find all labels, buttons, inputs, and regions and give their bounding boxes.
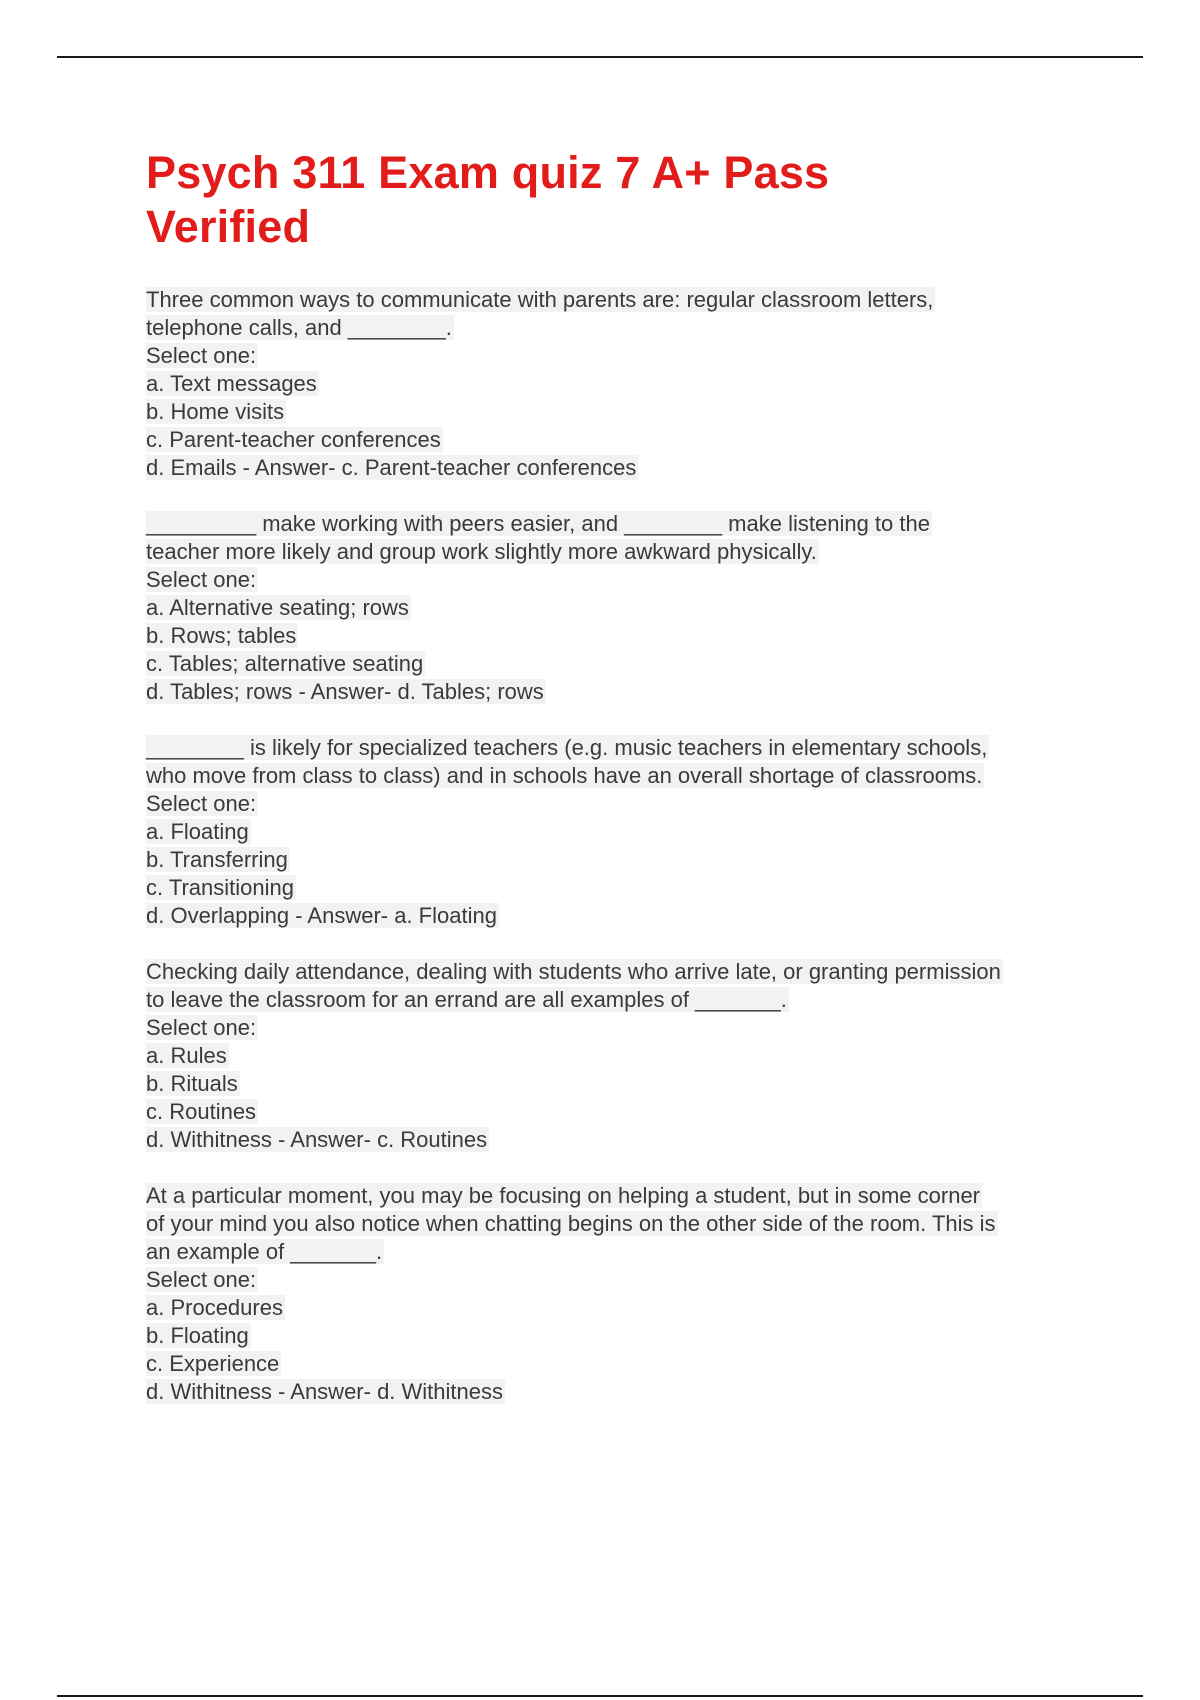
answer-option: d. Withitness - Answer- d. Withitness (146, 1379, 503, 1404)
question-stem-line: of your mind you also notice when chatting begins on the other side of the room. This is (146, 1211, 996, 1236)
top-rule (57, 56, 1143, 58)
question-stem-line: teacher more likely and group work slightly more awkward physically. (146, 539, 817, 564)
bottom-rule (57, 1695, 1143, 1697)
answer-option: b. Floating (146, 1323, 249, 1348)
question-stem-line: Checking daily attendance, dealing with students who arrive late, or granting permission (146, 959, 1001, 984)
question-stem-line: Three common ways to communicate with parents are: regular classroom letters, (146, 287, 934, 312)
document-title: Psych 311 Exam quiz 7 A+ Pass Verified (146, 147, 830, 252)
select-one-prompt: Select one: (146, 567, 257, 592)
answer-option: c. Parent-teacher conferences (146, 427, 441, 452)
question-stem-line: to leave the classroom for an errand are all examples of _______. (146, 987, 787, 1012)
question-list (146, 286, 1096, 1406)
question-stem-line: At a particular moment, you may be focusing on helping a student, but in some corner (146, 1183, 981, 1208)
answer-option: d. Withitness - Answer- c. Routines (146, 1127, 488, 1152)
answer-option: b. Transferring (146, 847, 288, 872)
answer-option: c. Routines (146, 1099, 257, 1124)
question-5 (146, 1182, 1096, 1406)
answer-option: d. Emails - Answer- c. Parent-teacher conferences (146, 455, 637, 480)
question-stem-line: an example of _______. (146, 1239, 383, 1264)
answer-option: d. Tables; rows - Answer- d. Tables; rows (146, 679, 544, 704)
answer-option: d. Overlapping - Answer- a. Floating (146, 903, 497, 928)
question-3 (146, 734, 1096, 930)
answer-option: a. Procedures (146, 1295, 283, 1320)
document-body (146, 146, 1096, 1434)
answer-option: a. Rules (146, 1043, 227, 1068)
question-stem-line: who move from class to class) and in schools have an overall shortage of classrooms. (146, 763, 983, 788)
answer-option: b. Home visits (146, 399, 285, 424)
answer-option: a. Floating (146, 819, 249, 844)
select-one-prompt: Select one: (146, 791, 257, 816)
select-one-prompt: Select one: (146, 1267, 257, 1292)
answer-option: c. Tables; alternative seating (146, 651, 424, 676)
question-1 (146, 286, 1096, 482)
question-stem-line: telephone calls, and ________. (146, 315, 452, 340)
answer-option: b. Rows; tables (146, 623, 297, 648)
select-one-prompt: Select one: (146, 1015, 257, 1040)
question-stem-line: ________ is likely for specialized teachers (e.g. music teachers in elementary schools, (146, 735, 988, 760)
question-stem-line: _________ make working with peers easier, and ________ make listening to the (146, 511, 930, 536)
answer-option: b. Rituals (146, 1071, 238, 1096)
answer-option: a. Alternative seating; rows (146, 595, 409, 620)
question-2 (146, 510, 1096, 706)
answer-option: c. Experience (146, 1351, 280, 1376)
question-4 (146, 958, 1096, 1154)
answer-option: a. Text messages (146, 371, 317, 396)
select-one-prompt: Select one: (146, 343, 257, 368)
answer-option: c. Transitioning (146, 875, 294, 900)
